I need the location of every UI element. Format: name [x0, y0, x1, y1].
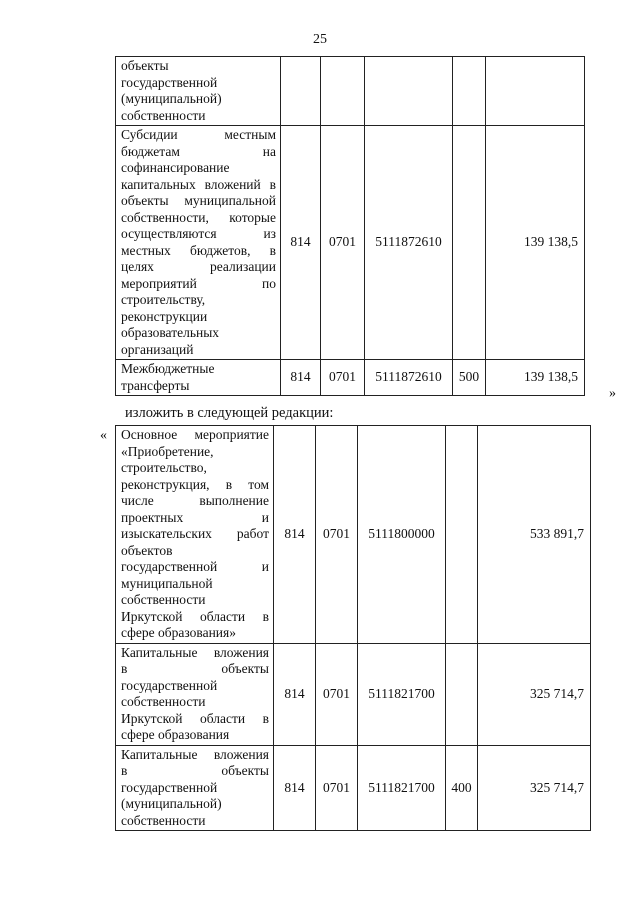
section-cell: 0701 [316, 426, 358, 644]
closing-quote: » [609, 386, 616, 401]
table-row [116, 126, 585, 360]
section-cell: 0701 [321, 360, 365, 396]
expense-name-line: Капитальные вложения [121, 644, 269, 660]
expense-name-line: «Приобретение, [121, 443, 214, 459]
section-cell: 0701 [321, 126, 365, 360]
amount-cell: 139 138,5 [486, 126, 585, 360]
section-cell: 0701 [316, 745, 358, 831]
target-article-cell: 5111821700 [358, 643, 446, 745]
expense-name-line: строительству, [121, 292, 206, 307]
expense-name-line: объекты [121, 58, 169, 73]
expense-name-line: государственной [121, 677, 218, 693]
target-article-cell: 5111872610 [365, 360, 453, 396]
expense-name-line: осуществляются из [121, 226, 276, 241]
section-cell: 0701 [316, 643, 358, 745]
expense-name-line: организаций [121, 341, 194, 357]
grbs-cell: 814 [274, 643, 316, 745]
grbs-cell [281, 57, 321, 126]
expense-name-line: софинансирование [121, 160, 230, 175]
target-article-cell [365, 57, 453, 126]
expense-name-line: сфере образования [121, 727, 230, 742]
expense-name-line: Капитальные вложения [121, 746, 269, 762]
expense-name-line: государственной [121, 779, 218, 795]
expense-name-line: сфере образования» [121, 625, 236, 640]
expense-type-cell [453, 126, 486, 360]
target-article-cell: 5111872610 [365, 126, 453, 360]
budget-table-before [115, 56, 585, 396]
expense-type-cell: 500 [453, 360, 486, 396]
amount-cell: 325 714,7 [478, 745, 591, 831]
expense-name-line: (муниципальной) [121, 91, 222, 106]
expense-name-cell [116, 126, 281, 360]
expense-name-line: реконструкция, в том [121, 476, 269, 492]
amount-cell: 533 891,7 [478, 426, 591, 644]
expense-name-line: Иркутской области в [121, 710, 269, 726]
expense-name-line: собственности [121, 694, 206, 709]
expense-name-line: Межбюджетные [121, 361, 215, 376]
expense-name-line: реконструкции [121, 308, 208, 324]
table-row [116, 745, 591, 831]
amount-cell: 325 714,7 [478, 643, 591, 745]
expense-name-line: капитальных вложений в [121, 176, 276, 192]
expense-name-line: целях реализации [121, 259, 276, 274]
grbs-cell: 814 [274, 745, 316, 831]
table-row [116, 57, 585, 126]
section-cell [321, 57, 365, 126]
transition-text: изложить в следующей редакции: [125, 405, 334, 421]
expense-name-line: строительство, [121, 460, 207, 475]
expense-name-line: собственности, которые [121, 209, 276, 225]
expense-type-cell [446, 426, 478, 644]
expense-name-cell [116, 57, 281, 126]
grbs-cell: 814 [281, 360, 321, 396]
expense-name-line: государственной [121, 74, 218, 90]
expense-name-line: Основное мероприятие [121, 427, 269, 442]
expense-type-cell [453, 57, 486, 126]
expense-name-line: числе выполнение [121, 493, 269, 508]
table-row [116, 360, 585, 396]
budget-table-after [115, 425, 591, 831]
expense-name-line: местных бюджетов, в [121, 242, 276, 258]
opening-quote: « [100, 428, 107, 443]
expense-name-line: собственности [121, 592, 206, 607]
expense-name-cell [116, 745, 274, 831]
expense-name-line: объекты муниципальной [121, 193, 276, 208]
expense-name-line: Иркутской области в [121, 608, 269, 624]
expense-name-line: государственной и [121, 559, 269, 574]
target-article-cell: 5111821700 [358, 745, 446, 831]
expense-name-cell [116, 360, 281, 396]
expense-name-line: бюджетам на [121, 143, 276, 159]
table-row [116, 426, 591, 644]
expense-name-line: собственности [121, 107, 206, 123]
expense-name-line: изыскательских работ [121, 526, 269, 541]
grbs-cell: 814 [281, 126, 321, 360]
expense-name-cell [116, 426, 274, 644]
expense-name-cell [116, 643, 274, 745]
expense-name-line: трансферты [121, 377, 190, 393]
expense-name-line: в объекты [121, 661, 269, 676]
amount-cell: 139 138,5 [486, 360, 585, 396]
expense-name-line: муниципальной [121, 575, 213, 591]
expense-type-cell [446, 643, 478, 745]
target-article-cell: 5111800000 [358, 426, 446, 644]
expense-type-cell: 400 [446, 745, 478, 831]
expense-name-line: образовательных [121, 325, 220, 340]
grbs-cell: 814 [274, 426, 316, 644]
expense-name-line: проектных и [121, 509, 269, 525]
page-number: 25 [313, 32, 327, 47]
expense-name-line: Субсидии местным [121, 127, 276, 142]
expense-name-line: в объекты [121, 763, 269, 778]
expense-name-line: мероприятий по [121, 275, 276, 291]
expense-name-line: объектов [121, 542, 173, 558]
expense-name-line: (муниципальной) [121, 796, 222, 811]
expense-name-line: собственности [121, 812, 206, 828]
table-row [116, 643, 591, 745]
amount-cell [486, 57, 585, 126]
